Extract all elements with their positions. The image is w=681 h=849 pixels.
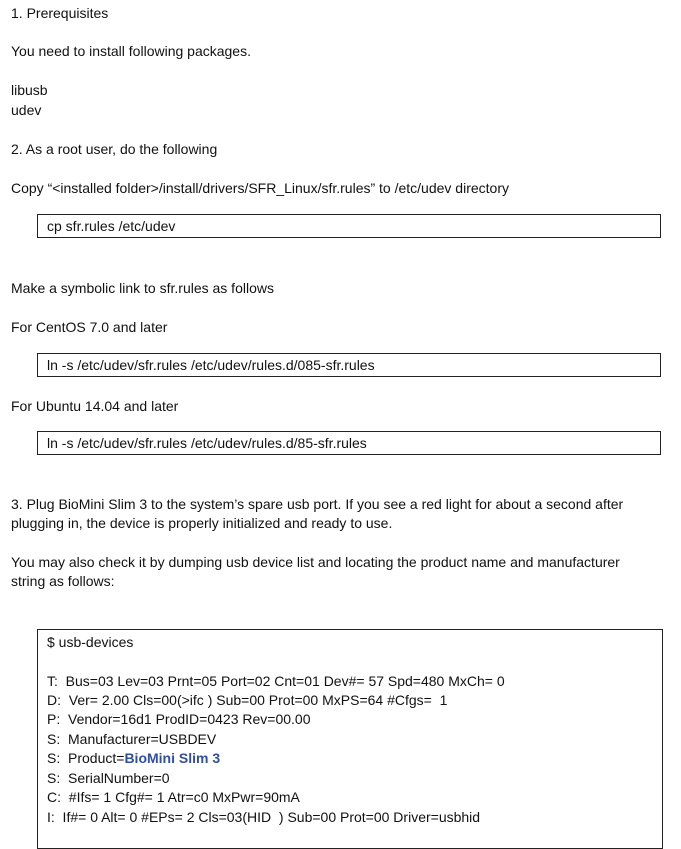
section-1-heading: 1. Prerequisites [11, 5, 109, 21]
section-3-line-2: plugging in, the device is properly initialized and ready to use. [11, 515, 393, 531]
ubuntu-label: For Ubuntu 14.04 and later [11, 398, 179, 414]
check-line-1: You may also check it by dumping usb device list and locating the product name and manufacturer [11, 554, 620, 570]
copy-command: cp sfr.rules /etc/udev [47, 218, 176, 234]
check-line-2: string as follows: [11, 573, 115, 589]
centos-command: ln -s /etc/udev/sfr.rules /etc/udev/rules.d/085-sfr.rules [47, 357, 375, 373]
usb-line-t: T: Bus=03 Lev=03 Prnt=05 Port=02 Cnt=01 Dev#= 57 Spd=480 MxCh= 0 [47, 673, 505, 689]
usb-line-product-prefix: S: Product= [47, 750, 125, 766]
centos-label: For CentOS 7.0 and later [11, 319, 168, 335]
product-name-highlight: BioMini Slim 3 [124, 750, 221, 766]
centos-command-box [37, 353, 661, 377]
package-udev: udev [11, 102, 42, 118]
copy-instruction: Copy “<installed folder>/install/drivers/SFR_Linux/sfr.rules” to /etc/udev directory [11, 180, 509, 196]
package-libusb: libusb [11, 82, 48, 98]
usb-line-p: P: Vendor=16d1 ProdID=0423 Rev=00.00 [47, 711, 311, 727]
usb-line-d: D: Ver= 2.00 Cls=00(>ifc ) Sub=00 Prot=00 MxPS=64 #Cfgs= 1 [47, 692, 448, 708]
usb-line-product [47, 749, 220, 768]
usb-devices-output-box [37, 629, 663, 849]
packages-intro: You need to install following packages. [11, 43, 251, 59]
usb-devices-command: $ usb-devices [47, 634, 134, 650]
usb-line-serial: S: SerialNumber=0 [47, 770, 170, 786]
copy-command-box [37, 214, 661, 238]
symlink-instruction: Make a symbolic link to sfr.rules as follows [11, 280, 274, 296]
usb-line-i: I: If#= 0 Alt= 0 #EPs= 2 Cls=03(HID ) Sub=00 Prot=00 Driver=usbhid [47, 809, 481, 825]
section-2-heading: 2. As a root user, do the following [11, 141, 218, 157]
ubuntu-command-box [37, 431, 661, 455]
section-3-line-1: 3. Plug BioMini Slim 3 to the system’s spare usb port. If you see a red light for about a second after [11, 496, 624, 512]
usb-line-c: C: #Ifs= 1 Cfg#= 1 Atr=c0 MxPwr=90mA [47, 789, 300, 805]
usb-line-manufacturer: S: Manufacturer=USBDEV [47, 731, 217, 747]
ubuntu-command: ln -s /etc/udev/sfr.rules /etc/udev/rules.d/85-sfr.rules [47, 435, 367, 451]
